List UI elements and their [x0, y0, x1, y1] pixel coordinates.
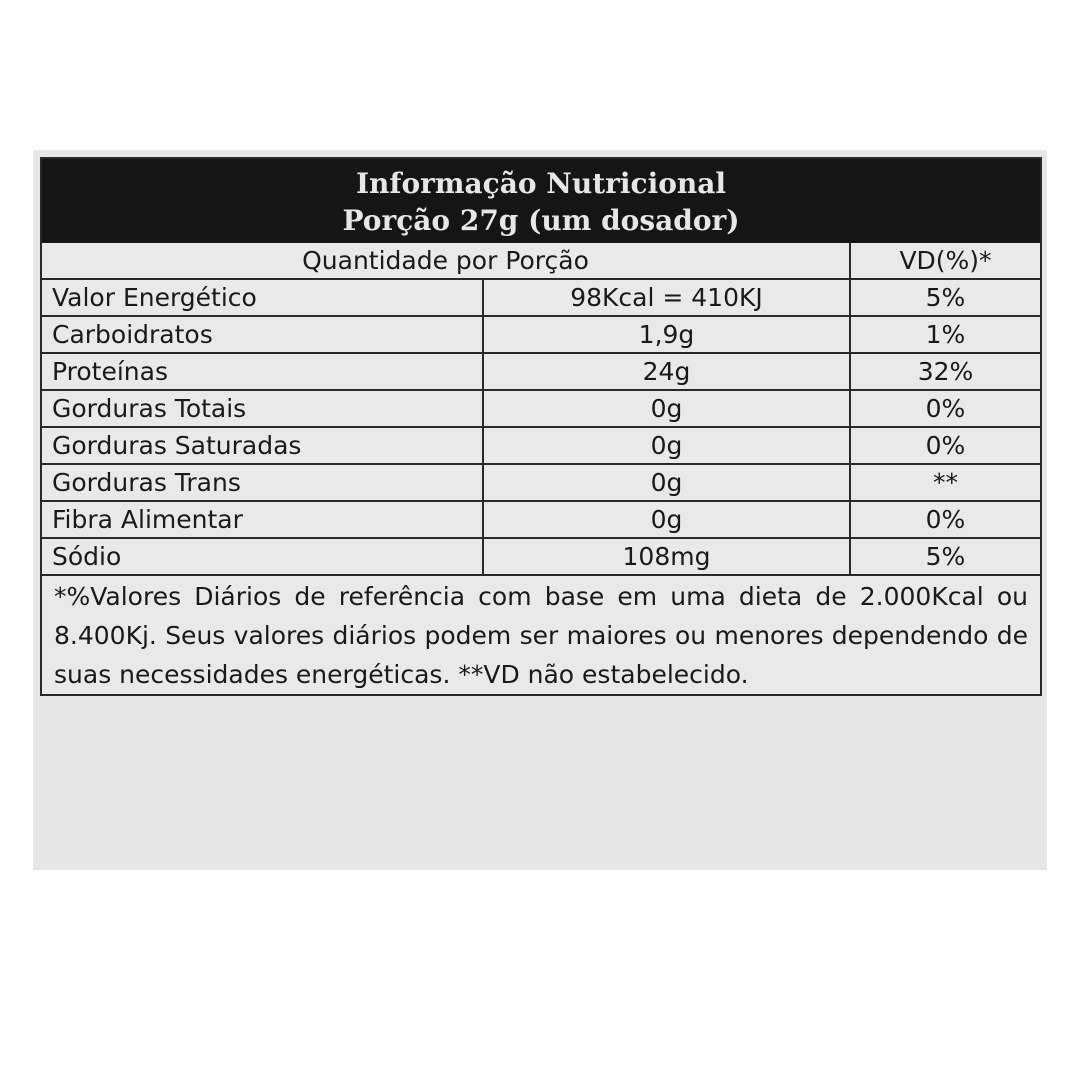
nutrition-table — [42, 243, 1040, 576]
nutrient-name: Proteínas — [42, 353, 483, 390]
nutrient-dv: 0% — [850, 427, 1040, 464]
nutrient-amount: 0g — [483, 390, 850, 427]
table-row — [42, 316, 1040, 353]
nutrient-amount: 0g — [483, 427, 850, 464]
nutrient-amount: 24g — [483, 353, 850, 390]
nutrient-name: Fibra Alimentar — [42, 501, 483, 538]
table-row — [42, 464, 1040, 501]
nutrient-dv: 32% — [850, 353, 1040, 390]
table-header-row — [42, 243, 1040, 279]
nutrient-dv: 1% — [850, 316, 1040, 353]
serving-size: Porção 27g (um dosador) — [342, 204, 740, 237]
table-row — [42, 427, 1040, 464]
label-header — [42, 159, 1040, 243]
table-row — [42, 353, 1040, 390]
nutrient-dv: ** — [850, 464, 1040, 501]
nutrient-dv: 0% — [850, 501, 1040, 538]
nutrient-name: Carboidratos — [42, 316, 483, 353]
nutrient-name: Gorduras Totais — [42, 390, 483, 427]
nutrient-amount: 0g — [483, 501, 850, 538]
nutrition-facts-label — [40, 157, 1042, 696]
nutrient-amount: 108mg — [483, 538, 850, 575]
nutrient-dv: 0% — [850, 390, 1040, 427]
nutrient-dv: 5% — [850, 279, 1040, 316]
nutrient-name: Gorduras Trans — [42, 464, 483, 501]
table-row — [42, 390, 1040, 427]
nutrient-amount: 1,9g — [483, 316, 850, 353]
nutrient-amount: 0g — [483, 464, 850, 501]
nutrient-name: Valor Energético — [42, 279, 483, 316]
nutrient-dv: 5% — [850, 538, 1040, 575]
nutrient-amount: 98Kcal = 410KJ — [483, 279, 850, 316]
dv-column-header: VD(%)* — [850, 243, 1040, 279]
table-row — [42, 279, 1040, 316]
nutrient-name: Sódio — [42, 538, 483, 575]
quantity-column-header: Quantidade por Porção — [42, 243, 850, 279]
label-title: Informação Nutricional — [355, 167, 727, 200]
footnote: *%Valores Diários de referência com base em uma dieta de 2.000Kcal ou 8.400Kj. Seus valores diários podem ser maiores ou menores dependendo de suas necessidades energéticas. **VD não estabelecido. — [54, 582, 1028, 689]
nutrient-name: Gorduras Saturadas — [42, 427, 483, 464]
table-row — [42, 538, 1040, 575]
table-row — [42, 501, 1040, 538]
